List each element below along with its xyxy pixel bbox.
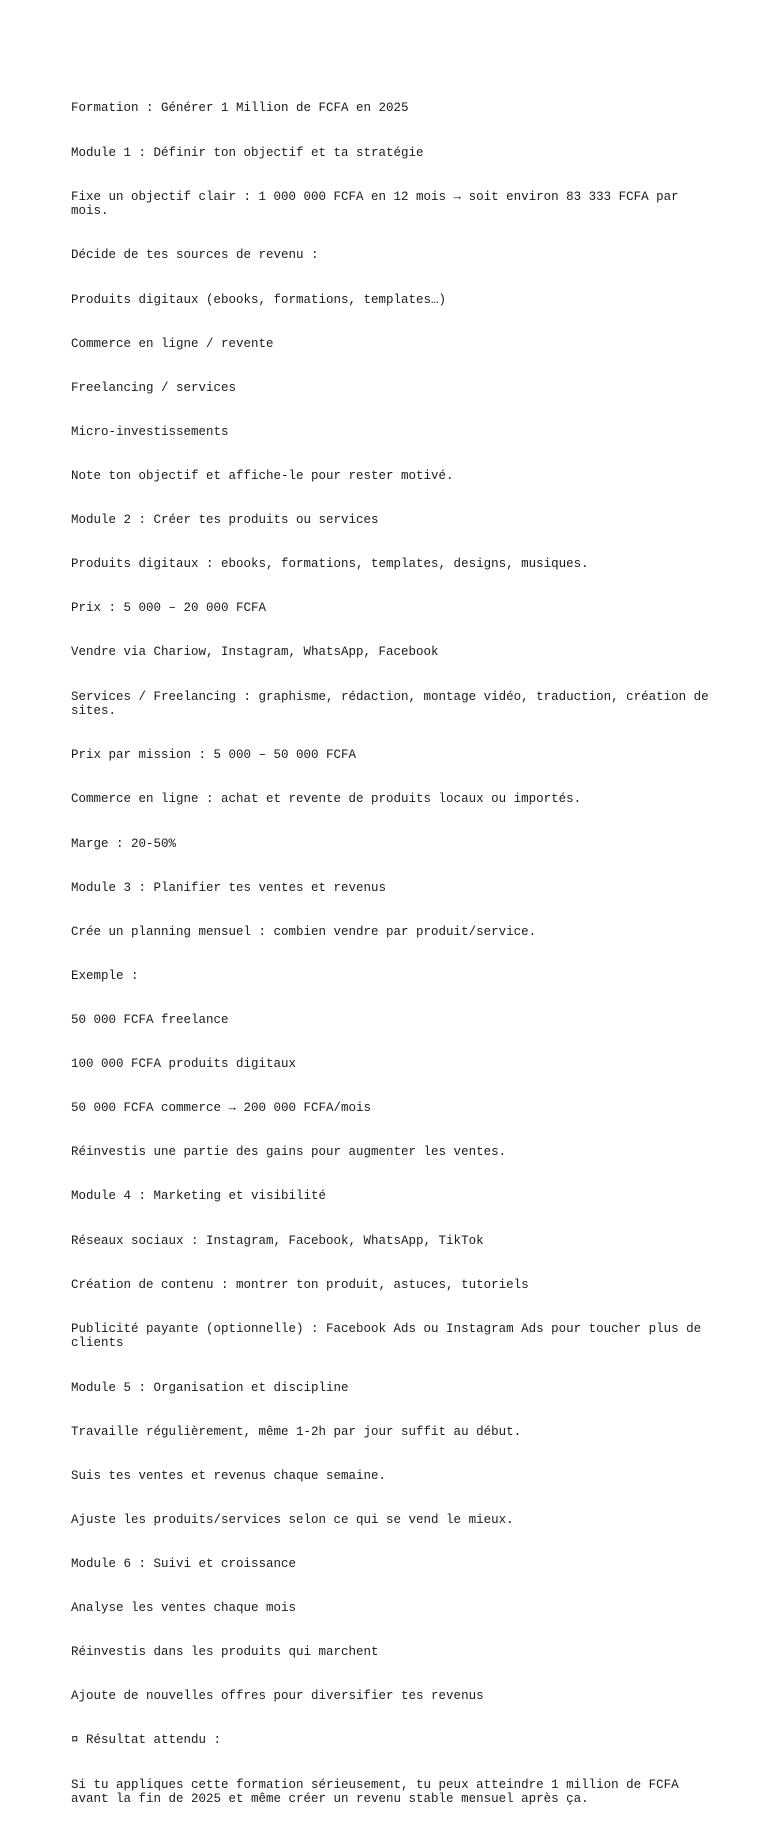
text-line: Décide de tes sources de revenu : [71,248,319,263]
module-2-heading: Module 2 : Créer tes produits ou services [71,513,379,528]
text-line: Produits digitaux (ebooks, formations, templates…) [71,292,447,307]
text-line: Micro-investissements [71,424,229,439]
text-line: Ajuste les produits/services selon ce qui se vend le mieux. [71,1512,514,1527]
document-body [71,72,717,1836]
module-6-heading: Module 6 : Suivi et croissance [71,1557,297,1572]
text-line: Suis tes ventes et revenus chaque semaine. [71,1468,387,1483]
text-line: Freelancing / services [71,380,237,395]
text-line: Réinvestis dans les produits qui marchent [71,1645,379,1660]
text-line: Commerce en ligne / revente [71,336,274,351]
text-line: Prix : 5 000 – 20 000 FCFA [71,601,267,616]
text-line: Services / Freelancing : graphisme, rédaction, montage vidéo, traduction, création de sites. [71,689,717,719]
text-line: Note ton objectif et affiche-le pour rester motivé. [71,468,454,483]
text-line: 100 000 FCFA produits digitaux [71,1057,297,1072]
text-line: Réinvestis une partie des gains pour augmenter les ventes. [71,1145,507,1160]
text-line: Fixe un objectif clair : 1 000 000 FCFA en 12 mois → soit environ 83 333 FCFA par mois. [71,189,687,219]
text-line: Commerce en ligne : achat et revente de produits locaux ou importés. [71,792,582,807]
module-4-heading: Module 4 : Marketing et visibilité [71,1189,327,1204]
text-line: Ajoute de nouvelles offres pour diversifier tes revenus [71,1689,484,1704]
module-5-heading: Module 5 : Organisation et discipline [71,1380,349,1395]
text-line: Produits digitaux : ebooks, formations, templates, designs, musiques. [71,557,589,572]
text-line: Crée un planning mensuel : combien vendre par produit/service. [71,924,537,939]
text-line: Réseaux sociaux : Instagram, Facebook, WhatsApp, TikTok [71,1233,484,1248]
result-heading: ¤ Résultat attendu : [71,1733,222,1748]
text-line: Marge : 20-50% [71,836,177,851]
text-line: Prix par mission : 5 000 – 50 000 FCFA [71,748,357,763]
conclusion-text: Si tu appliques cette formation sérieusement, tu peux atteindre 1 million de FCFA avant la fin de 2025 et même créer un revenu stable mensuel après ça. [71,1777,687,1807]
text-line: 50 000 FCFA commerce → 200 000 FCFA/mois [71,1101,372,1116]
text-line: Création de contenu : montrer ton produit, astuces, tutoriels [71,1277,529,1292]
text-line: 50 000 FCFA freelance [71,1013,229,1027]
module-1-heading: Module 1 : Définir ton objectif et ta stratégie [71,145,424,160]
module-3-heading: Module 3 : Planifier tes ventes et revenus [71,880,387,895]
text-line: Exemple : [71,968,139,983]
text-line: Vendre via Chariow, Instagram, WhatsApp, Facebook [71,645,439,660]
document-title: Formation : Générer 1 Million de FCFA en 2025 [71,101,409,116]
text-line: Publicité payante (optionnelle) : Facebook Ads ou Instagram Ads pour toucher plus de clients [71,1321,709,1351]
text-line: Analyse les ventes chaque mois [71,1601,297,1616]
text-line: Travaille régulièrement, même 1-2h par jour suffit au début. [71,1424,522,1439]
